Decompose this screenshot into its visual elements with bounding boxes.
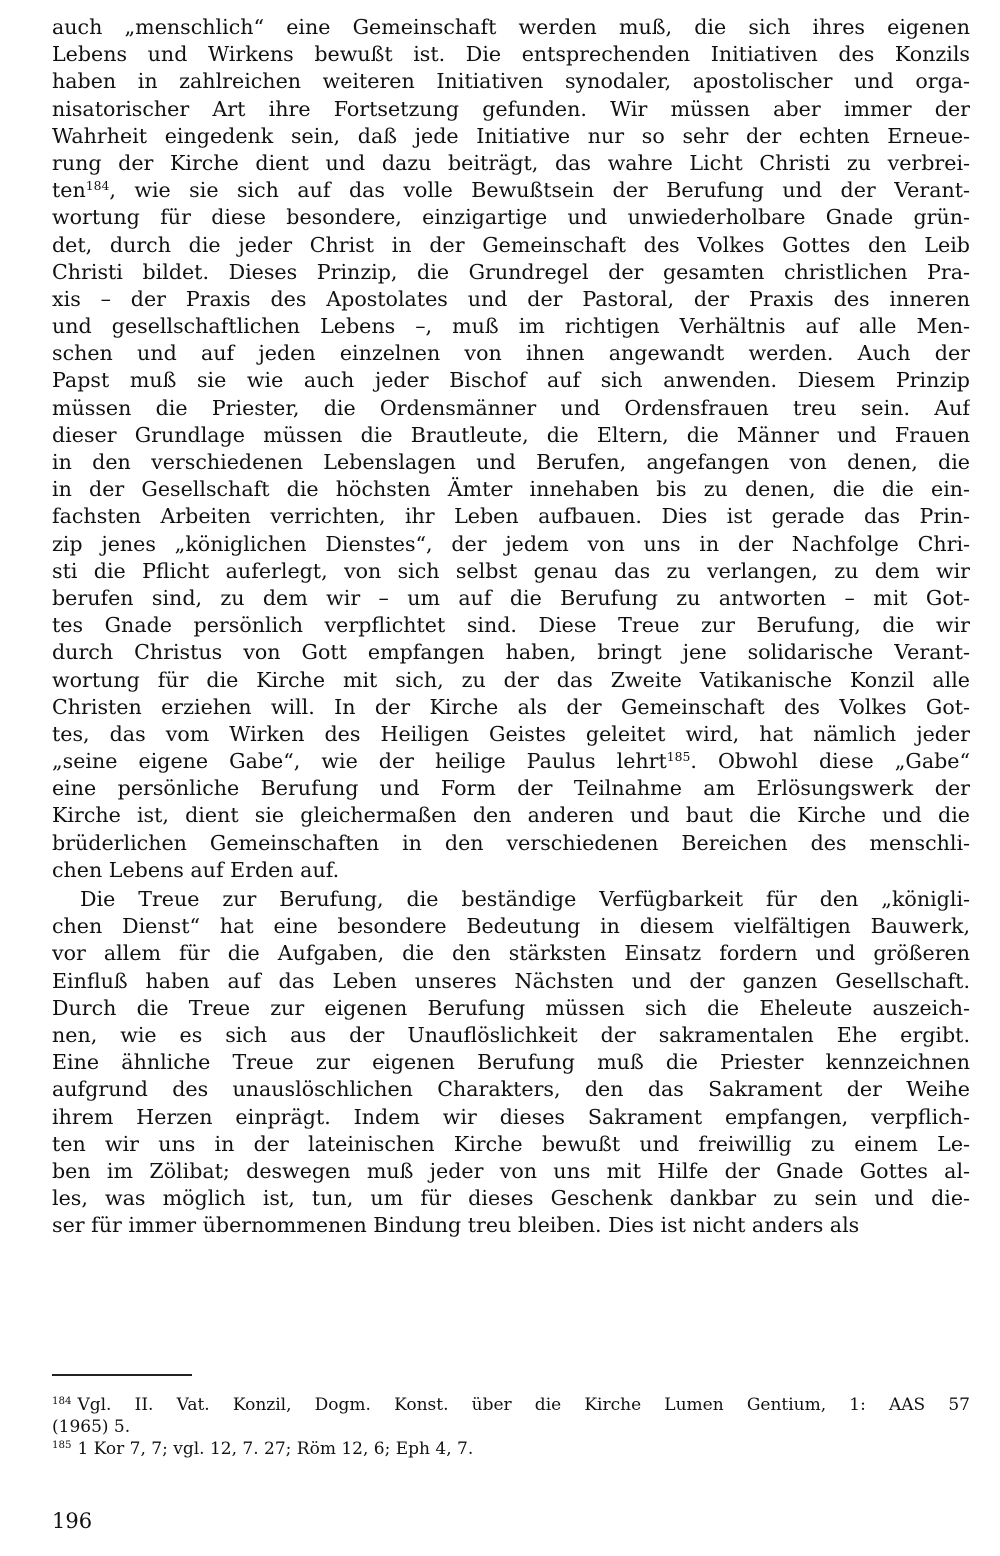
text-line: eine persönliche Berufung und Form der Teilnahme am Erlösungswerk der xyxy=(52,776,970,801)
text-line: Wahrheit eingedenk sein, daß jede Initiative nur so sehr der echten Erneue- xyxy=(52,123,970,148)
text-line: Kirche ist, dient sie gleichermaßen den anderen und baut die Kirche und die xyxy=(52,803,970,828)
text-line xyxy=(52,177,970,204)
footnote-separator xyxy=(52,1374,192,1376)
text-line: aufgrund des unauslöschlichen Charakters, den das Sakrament der Weihe xyxy=(52,1077,970,1102)
line-text: ten xyxy=(52,178,86,203)
text-line: berufen sind, zu dem wir – um auf die Berufung zu antworten – mit Got- xyxy=(52,585,970,610)
page-number: 196 xyxy=(52,1509,93,1533)
text-line: xis – der Praxis des Apostolates und der Pastoral, der Praxis des inneren xyxy=(52,286,970,311)
text-line: vor allem für die Aufgaben, die den stärksten Einsatz fordern und größeren xyxy=(52,941,970,966)
text-line: Einfluß haben auf das Leben unseres Nächsten und der ganzen Gesellschaft. xyxy=(52,968,970,993)
text-line: les, was möglich ist, tun, um für dieses Geschenk dankbar zu sein und die- xyxy=(52,1186,970,1211)
text-line: wortung für diese besondere, einzigartige und unwiederholbare Gnade grün- xyxy=(52,205,970,230)
text-line: fachsten Arbeiten verrichten, ihr Leben aufbauen. Dies ist gerade das Prin- xyxy=(52,504,970,529)
footnote-reference[interactable]: 184 xyxy=(85,179,110,194)
text-line: haben in zahlreichen weiteren Initiativen synodaler, apostolischer und orga- xyxy=(52,69,970,94)
text-line: Papst muß sie wie auch jeder Bischof auf sich anwenden. Diesem Prinzip xyxy=(52,368,970,393)
footnote-text: 1 Kor 7, 7; vgl. 12, 7. 27; Röm 12, 6; Eph 4, 7. xyxy=(77,1439,474,1459)
text-line: Christen erziehen will. In der Kirche als der Gemeinschaft des Volkes Got- xyxy=(52,694,970,719)
footnote-text: (1965) 5. xyxy=(52,1417,131,1437)
paragraph-1 xyxy=(52,14,970,884)
text-line: auch „menschlich“ eine Gemeinschaft werden muß, die sich ihres eigenen xyxy=(52,15,970,39)
text-line: tes Gnade persönlich verpflichtet sind. Diese Treue zur Berufung, die wir xyxy=(52,613,970,638)
text-line xyxy=(52,748,970,775)
footnote-number: 184 xyxy=(52,1396,72,1408)
text-line: det, durch die jeder Christ in der Gemeinschaft des Volkes Gottes den Leib xyxy=(52,232,970,257)
text-line: Durch die Treue zur eigenen Berufung müssen sich die Eheleute auszeich- xyxy=(52,995,970,1020)
text-line: Christi bildet. Dieses Prinzip, die Grundregel der gesamten christlichen Pra- xyxy=(52,259,970,284)
body-text xyxy=(52,14,970,1239)
text-line: Eine ähnliche Treue zur eigenen Berufung muß die Priester kennzeichnen xyxy=(52,1050,970,1075)
text-line: nisatorischer Art ihre Fortsetzung gefunden. Wir müssen aber immer der xyxy=(52,96,970,121)
footnote-reference[interactable]: 185 xyxy=(666,750,691,765)
line-text: , wie sie sich auf das volle Bewußtsein der Berufung und der Verant- xyxy=(109,178,970,203)
footnote-number: 185 xyxy=(52,1440,72,1452)
text-line: in der Gesellschaft die höchsten Ämter innehaben bis zu denen, die die ein- xyxy=(52,477,970,502)
text-line: schen und auf jeden einzelnen von ihnen angewandt werden. Auch der xyxy=(52,341,970,366)
footnote-line xyxy=(52,1438,970,1460)
text-line: brüderlichen Gemeinschaften in den verschiedenen Bereichen des menschli- xyxy=(52,830,970,855)
text-line: Lebens und Wirkens bewußt ist. Die entsprechenden Initiativen des Konzils xyxy=(52,42,970,67)
line-text: . Obwohl diese „Gabe“ xyxy=(690,749,970,774)
text-line: nen, wie es sich aus der Unauflöslichkeit der sakramentalen Ehe ergibt. xyxy=(52,1022,970,1047)
text-line: zip jenes „königlichen Dienstes“, der jedem von uns in der Nachfolge Chri- xyxy=(52,531,970,556)
text-line: in den verschiedenen Lebenslagen und Berufen, angefangen von denen, die xyxy=(52,450,970,474)
footnote-text: Vgl. II. Vat. Konzil, Dogm. Konst. über die Kirche Lumen Gentium, 1: AAS 57 xyxy=(77,1395,970,1415)
text-line: tes, das vom Wirken des Heiligen Geistes geleitet wird, hat nämlich jeder xyxy=(52,721,970,746)
text-line: wortung für die Kirche mit sich, zu der das Zweite Vatikanische Konzil alle xyxy=(52,667,970,692)
footnote-line xyxy=(52,1416,970,1438)
paragraph-2 xyxy=(52,886,970,1239)
text-line: müssen die Priester, die Ordensmänner und Ordensfrauen treu sein. Auf xyxy=(52,395,970,420)
text-line: ben im Zölibat; deswegen muß jeder von uns mit Hilfe der Gnade Gottes al- xyxy=(52,1158,970,1183)
text-line: dieser Grundlage müssen die Brautleute, die Eltern, die Männer und Frauen xyxy=(52,422,970,447)
text-line: rung der Kirche dient und dazu beiträgt, das wahre Licht Christi zu verbrei- xyxy=(52,150,970,175)
text-line: ihrem Herzen einprägt. Indem wir dieses Sakrament empfangen, verpflich- xyxy=(52,1104,970,1129)
line-text: „seine eigene Gabe“, wie der heilige Paulus lehrt xyxy=(52,749,667,774)
text-line: chen Lebens auf Erden auf. xyxy=(52,857,340,882)
text-line: sti die Pflicht auferlegt, von sich selbst genau das zu verlangen, zu dem wir xyxy=(52,558,970,583)
text-line: chen Dienst“ hat eine besondere Bedeutung in diesem vielfältigen Bauwerk, xyxy=(52,914,970,939)
footnotes xyxy=(52,1394,970,1460)
text-line: ten wir uns in der lateinischen Kirche bewußt und freiwillig zu einem Le- xyxy=(52,1131,970,1156)
text-line: Die Treue zur Berufung, die beständige Verfügbarkeit für den „königli- xyxy=(80,887,970,911)
footnote-line xyxy=(52,1394,970,1416)
text-line: ser für immer übernommenen Bindung treu bleiben. Dies ist nicht anders als xyxy=(52,1213,860,1238)
text-line: durch Christus von Gott empfangen haben, bringt jene solidarische Verant- xyxy=(52,640,970,665)
text-line: und gesellschaftlichen Lebens –, muß im richtigen Verhältnis auf alle Men- xyxy=(52,314,970,339)
